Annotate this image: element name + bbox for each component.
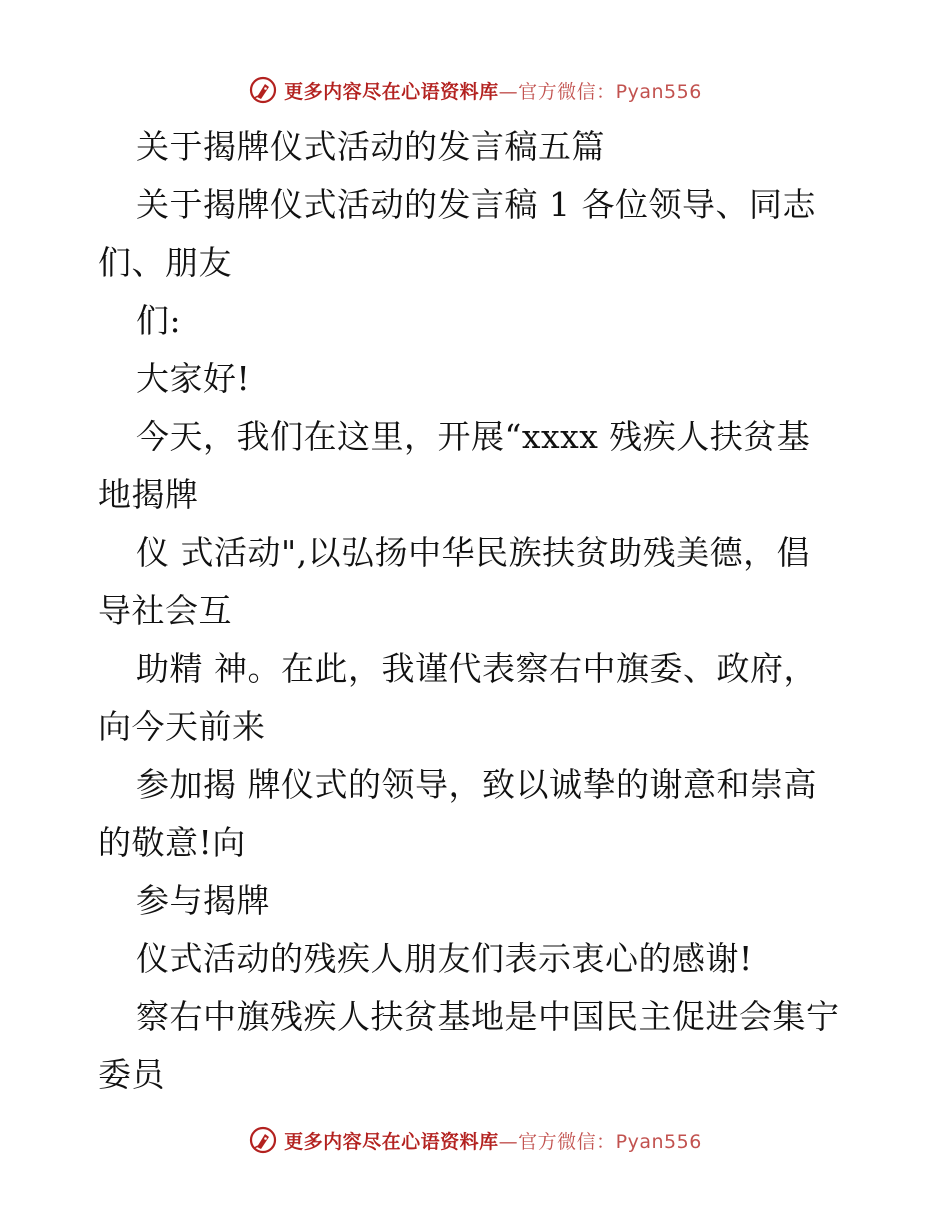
document-body	[98, 118, 840, 1104]
header-banner	[0, 70, 950, 110]
header-brand-text: 更多内容尽在心语资料库	[284, 80, 499, 103]
document-line: 关于揭牌仪式活动的发言稿 1 各位领导、同志	[136, 185, 816, 224]
document-line: 委员	[98, 1055, 165, 1094]
document-line: 向今天前来	[98, 707, 266, 746]
document-line: 察右中旗残疾人扶贫基地是中国民主促进会集宁	[136, 997, 840, 1036]
document-line: 的敬意!向	[98, 823, 246, 862]
pen-nib-logo-icon	[248, 75, 278, 105]
document-line: 助精 神。在此，我谨代表察右中旗委、政府，	[136, 649, 817, 688]
document-line: 参加揭 牌仪式的领导，致以诚挚的谢意和崇高	[136, 765, 817, 804]
document-line: 地揭牌	[98, 475, 199, 514]
document-line: 仪 式活动",以弘扬中华民族扶贫助残美德，倡	[136, 533, 811, 572]
footer-wechat-text: —官方微信：Pyan556	[498, 1130, 702, 1153]
footer-banner	[0, 1120, 950, 1160]
header-wechat-text: —官方微信：Pyan556	[498, 80, 702, 103]
footer-brand-text: 更多内容尽在心语资料库	[284, 1130, 499, 1153]
document-line: 大家好!	[136, 359, 251, 398]
document-line: 导社会互	[98, 591, 232, 630]
document-line: 参与揭牌	[136, 881, 270, 920]
document-line: 们:	[136, 301, 182, 340]
document-line: 仪式活动的残疾人朋友们表示衷心的感谢!	[136, 939, 753, 978]
document-line: 们、朋友	[98, 243, 232, 282]
pen-nib-logo-icon	[248, 1125, 278, 1155]
document-line: 关于揭牌仪式活动的发言稿五篇	[136, 127, 605, 166]
document-line: 今天，我们在这里，开展“xxxx 残疾人扶贫基	[136, 417, 811, 456]
